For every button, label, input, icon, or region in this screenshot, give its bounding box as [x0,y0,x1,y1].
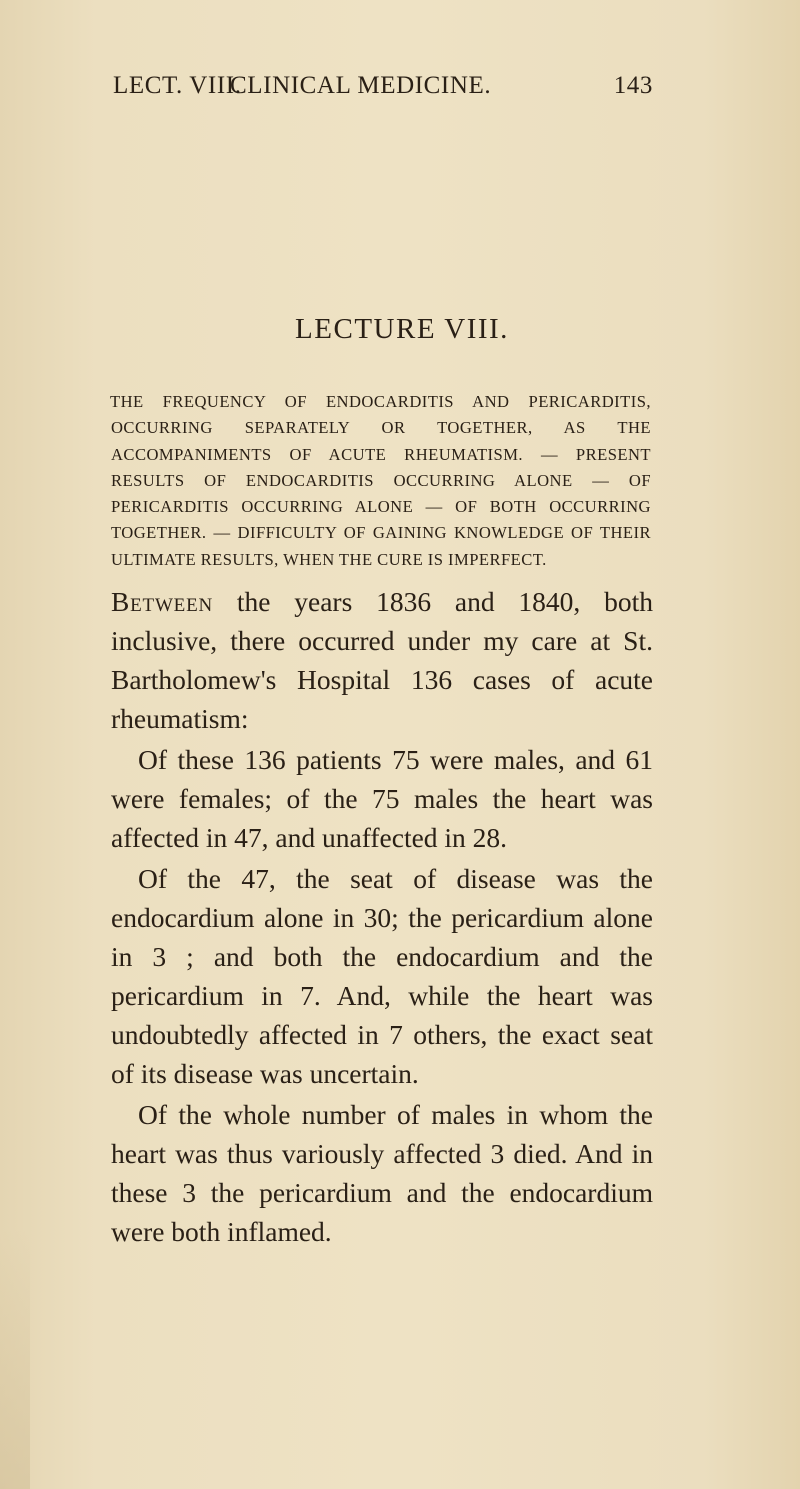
running-head [113,72,653,112]
lecture-title: LECTURE VIII. [295,313,509,345]
lecture-synopsis: THE FREQUENCY OF ENDOCARDITIS AND PERICARDITIS, OCCURRING SEPARATELY OR TOGETHER, AS THE ACCOMPANIMENTS OF ACUTE RHEUMATISM. — PRESENT RESULTS OF ENDOCARDITIS OCCURRING ALONE — OF PERICARDITIS OCCURRING ALONE — OF BOTH OCCURRING TOGETHER. — DIFFICULTY OF GAINING KNOWLEDGE OF THEIR ULTIMATE RESULTS, WHEN THE CURE IS IMPERFECT. [110,392,651,569]
paragraph-1-text: the years 1836 and 1840, both inclusive, there occurred under my care at St. Bartholomew's Hospital 136 cases of acute rheumatism: [111,586,653,734]
page-number: 143 [613,72,653,99]
body-text [111,582,653,1253]
page-edge-shadow [0,1229,30,1489]
running-head-lecture: LECT. VIII. [113,72,242,99]
paragraph-lead-word: Between [111,586,214,617]
paragraph-2: Of these 136 patients 75 were males, and 61 were females; of the 75 males the heart was affected in 47, and unaffected in 28. [111,744,653,853]
paragraph-3: Of the 47, the seat of disease was the endocardium alone in 30; the pericardium alone in 3 ; and both the endocardium and the pericardium in 7. And, while the heart was undoubtedly affected in 7 others, the exact seat of its disease was uncertain. [111,863,653,1089]
running-head-book-title: CLINICAL MEDICINE. [230,72,492,99]
paragraph-1 [111,582,653,738]
paragraph-4: Of the whole number of males in whom the heart was thus variously affected 3 died. And in these 3 the pericardium and the endocardium were both inflamed. [111,1099,653,1247]
